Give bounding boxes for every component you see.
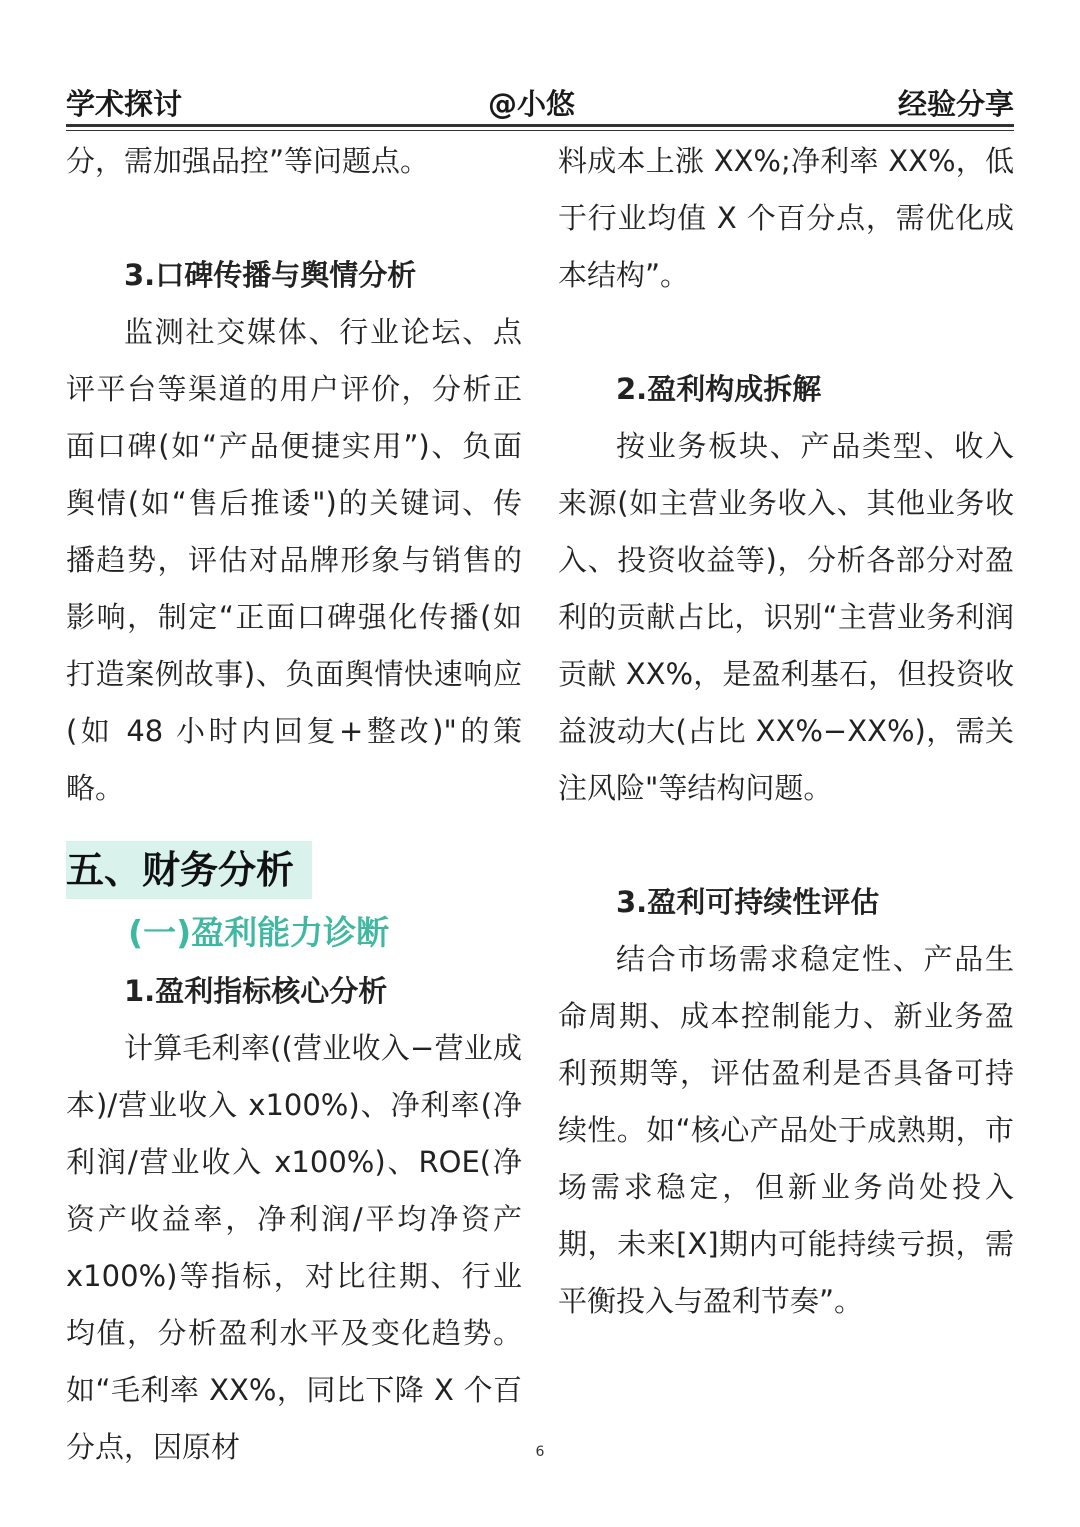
subheading-profit-composition: 2.盈利构成拆解 xyxy=(616,372,822,406)
right-continued-text: 料成本上涨 XX%;净利率 XX%，低于行业均值 X 个百分点，需优化成本结构”。 xyxy=(558,144,1014,292)
paragraph-profit-sustainability: 结合市场需求稳定性、产品生命周期、成本控制能力、新业务盈利预期等，评估盈利是否具备可持续性。如“核心产品处于成熟期，市场需求稳定，但新业务尚处投入期，未来[X]期内可能持续亏损，需平衡投入与盈利节奏”。 xyxy=(558,942,1014,1318)
paragraph-profit-composition: 按业务板块、产品类型、收入来源(如主营业务收入、其他业务收入、投资收益等)，分析各部分对盈利的贡献占比，识别“主营业务利润贡献 XX%，是盈利基石，但投资收益波动大(占比 XX%−XX%)，需关注风险"等结构问题。 xyxy=(558,429,1014,805)
spacer xyxy=(66,190,522,247)
section-title-financial-analysis: 五、财务分析 xyxy=(66,841,312,899)
left-continued-text: 分，需加强品控”等问题点。 xyxy=(66,144,430,178)
subheading-profit-sustainability: 3.盈利可持续性评估 xyxy=(616,885,880,919)
subheading-profit-indicators: 1.盈利指标核心分析 xyxy=(124,974,388,1008)
header-left-label: 学术探讨 xyxy=(66,87,183,121)
spacer xyxy=(558,817,1014,874)
header-right-label: 经验分享 xyxy=(897,87,1014,121)
right-column xyxy=(558,133,1014,1330)
paragraph-profit-indicators: 计算毛利率((营业收入−营业成本)/营业收入 x100%)、净利率(净利润/营业收入 x100%)、ROE(净资产收益率，净利润/平均净资产 x100%)等指标，对比往期、行业均值，分析盈利水平及变化趋势。如“毛利率 XX%，同比下降 X 个百分点，因原材 xyxy=(66,1031,522,1464)
spacer xyxy=(558,304,1014,361)
left-column xyxy=(66,133,522,1476)
header-rule-thick xyxy=(66,124,1014,127)
header-author: @小悠 xyxy=(488,87,576,121)
heading-profitability-diagnosis: (一)盈利能力诊断 xyxy=(128,913,390,952)
subheading-word-of-mouth: 3.口碑传播与舆情分析 xyxy=(124,258,417,292)
header-rule-thin xyxy=(66,130,1014,131)
page-header xyxy=(66,78,1014,126)
paragraph-word-of-mouth: 监测社交媒体、行业论坛、点评平台等渠道的用户评价，分析正面口碑(如“产品便捷实用”)、负面舆情(如“售后推诿")的关键词、传播趋势，评估对品牌形象与销售的影响，制定“正面口碑强化传播(如打造案例故事)、负面舆情快速响应(如 48 小时内回复+整改)"的策略。 xyxy=(66,315,522,805)
page-number: 6 xyxy=(535,1444,545,1460)
